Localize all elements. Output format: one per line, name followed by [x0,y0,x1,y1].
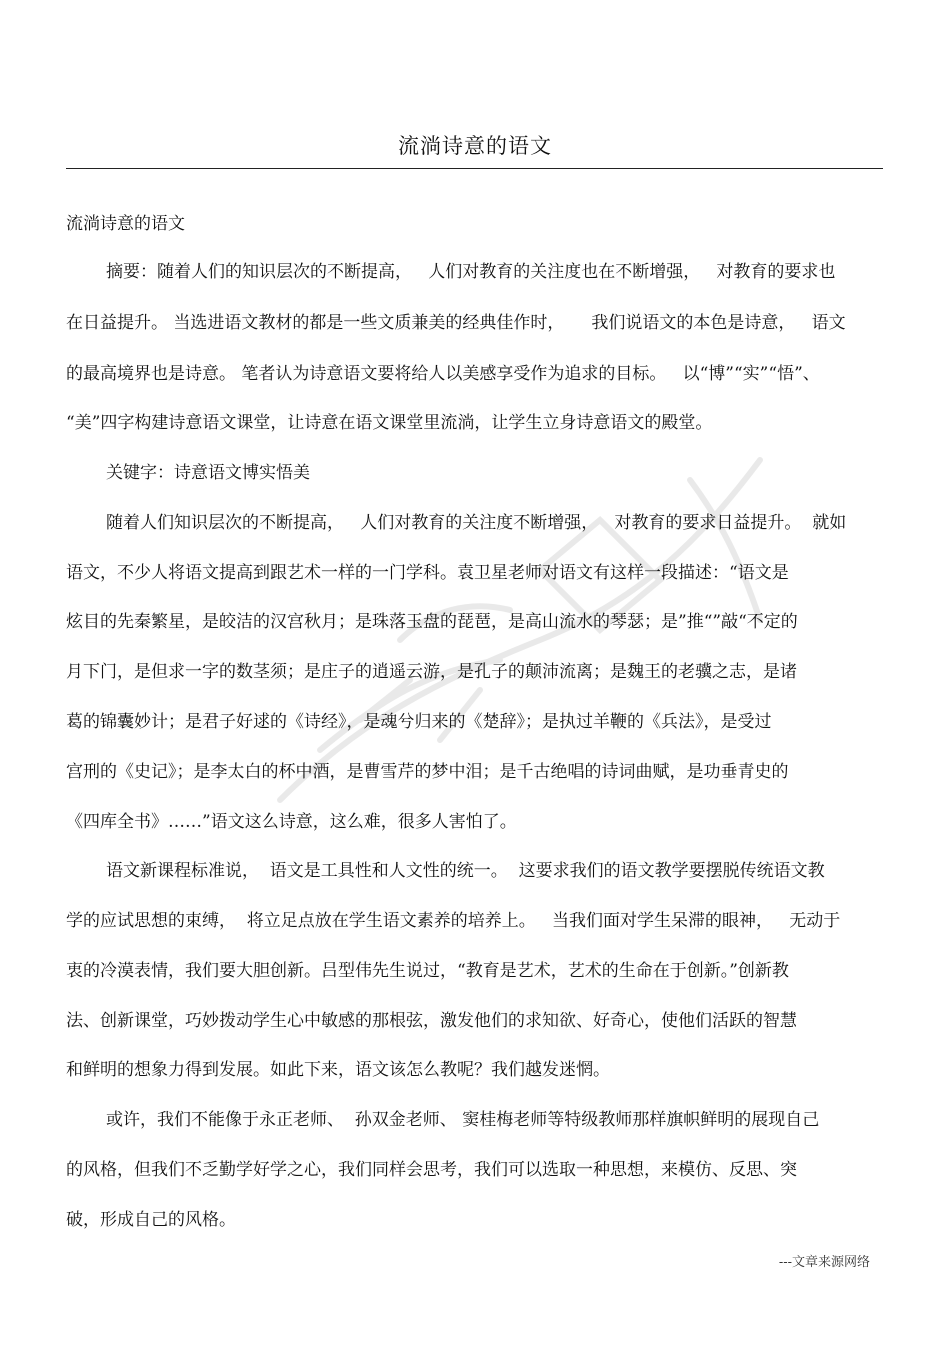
paragraph-line: 炫目的先秦繁星，是皎洁的汉宫秋月；是珠落玉盘的琵琶，是高山流水的琴瑟；是”推“”敲“不定的 [66,612,798,632]
paragraph-line: 破，形成自己的风格。 [66,1210,236,1230]
paragraph-line: 《四库全书》……”语文这么诗意，这么难，很多人害怕了。 [66,812,517,832]
title-divider [66,168,883,169]
abstract-line: “美”四字构建诗意语文课堂，让诗意在语文课堂里流淌，让学生立身诗意语文的殿堂。 [66,413,713,433]
paragraph-line: 的风格，但我们不乏勤学好学之心，我们同样会思考，我们可以选取一种思想，来模仿、反思、突 [66,1160,797,1180]
paragraph-line: 法、创新课堂，巧妙拨动学生心中敏感的那根弦，激发他们的求知欲、好奇心，使他们活跃的智慧 [66,1011,797,1031]
page-title: 流淌诗意的语文 [398,134,552,158]
abstract-line: 摘要：随着人们的知识层次的不断提高， 人们对教育的关注度也在不断增强， 对教育的要求也 [106,262,836,282]
keywords-line: 关键字：诗意语文博实悟美 [106,463,310,483]
paragraph-line: 宫刑的《史记》；是李太白的杯中酒，是曹雪芹的梦中泪；是千古绝唱的诗词曲赋，是功垂青史的 [66,762,789,782]
paragraph-line: 或许，我们不能像于永正老师、 孙双金老师、 窦桂梅老师等特级教师那样旗帜鲜明的展现自己 [106,1110,820,1130]
paragraph-line: 语文，不少人将语文提高到跟艺术一样的一门学科。袁卫星老师对语文有这样一段描述：“语文是 [66,563,789,583]
subtitle-line: 流淌诗意的语文 [66,214,185,234]
source-note: ---文章来源网络 [778,1255,870,1270]
paragraph-line: 随着人们知识层次的不断提高， 人们对教育的关注度不断增强， 对教育的要求日益提升。 就如 [106,513,847,533]
paragraph-line: 学的应试思想的束缚， 将立足点放在学生语文素养的培养上。 当我们面对学生呆滞的眼神， 无动于 [66,911,841,931]
abstract-line: 的最高境界也是诗意。 笔者认为诗意语文要将给人以美感享受作为追求的目标。 以“博”“实”“悟”、 [66,364,820,384]
paragraph-line: 和鲜明的想象力得到发展。如此下来，语文该怎么教呢？我们越发迷惘。 [66,1060,610,1080]
paragraph-line: 衷的冷漠表情，我们要大胆创新。吕型伟先生说过，“教育是艺术，艺术的生命在于创新。”创新教 [66,961,789,981]
paragraph-line: 月下门，是但求一字的数茎须；是庄子的逍遥云游，是孔子的颠沛流离；是魏王的老骥之志，是诸 [66,662,797,682]
paragraph-line: 葛的锦囊妙计；是君子好逑的《诗经》，是魂兮归来的《楚辞》；是执过羊鞭的《兵法》，是受过 [66,712,772,732]
abstract-line: 在日益提升。 当选进语文教材的都是一些文质兼美的经典佳作时， 我们说语文的本色是诗意， 语文 [66,313,846,333]
paragraph-line: 语文新课程标准说， 语文是工具性和人文性的统一。 这要求我们的语文教学要摆脱传统语文教 [106,861,825,881]
